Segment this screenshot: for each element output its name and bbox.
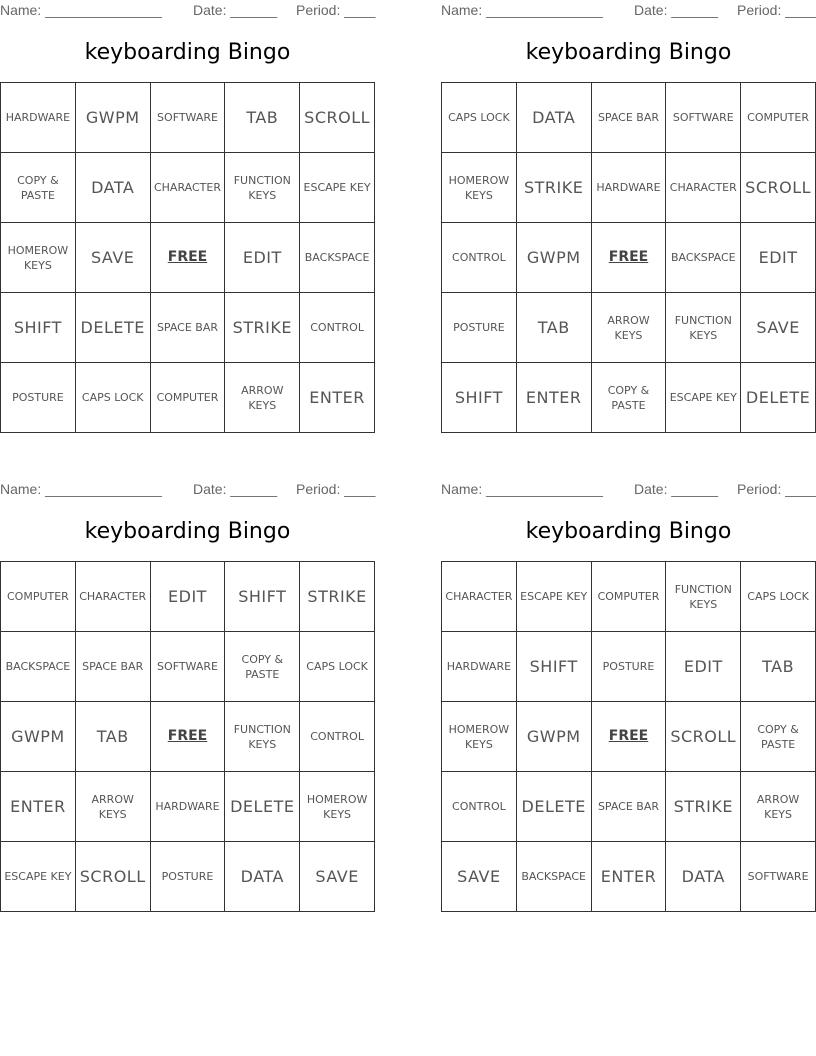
card-title: keyboarding Bingo bbox=[525, 519, 732, 544]
bingo-cell: ESCAPE KEY bbox=[300, 153, 375, 223]
bingo-cell: COMPUTER bbox=[1, 562, 76, 632]
bingo-cell: CONTROL bbox=[442, 223, 517, 293]
bingo-cell: COMPUTER bbox=[592, 562, 667, 632]
bingo-cell: DELETE bbox=[225, 772, 300, 842]
bingo-cell: STRIKE bbox=[517, 153, 592, 223]
bingo-cell: ENTER bbox=[592, 842, 667, 912]
name-line: Name: _______________ bbox=[0, 481, 162, 497]
bingo-cell: COMPUTER bbox=[741, 83, 816, 153]
bingo-cell: CONTROL bbox=[300, 293, 375, 363]
free-space: FREE bbox=[592, 702, 667, 772]
bingo-cell: CHARACTER bbox=[666, 153, 741, 223]
free-space: FREE bbox=[592, 223, 667, 293]
bingo-cell: HARDWARE bbox=[151, 772, 226, 842]
date-line: Date: ______ bbox=[193, 481, 278, 497]
bingo-cell: ESCAPE KEY bbox=[666, 363, 741, 433]
bingo-grid bbox=[0, 82, 375, 433]
bingo-cell: CAPS LOCK bbox=[741, 562, 816, 632]
bingo-card-4 bbox=[441, 479, 816, 911]
bingo-cell: BACKSPACE bbox=[517, 842, 592, 912]
bingo-cell: EDIT bbox=[741, 223, 816, 293]
bingo-cell: SOFTWARE bbox=[151, 632, 226, 702]
bingo-cell: POSTURE bbox=[442, 293, 517, 363]
bingo-cell: STRIKE bbox=[225, 293, 300, 363]
bingo-cell: SAVE bbox=[300, 842, 375, 912]
bingo-cell: DELETE bbox=[76, 293, 151, 363]
bingo-cell: TAB bbox=[741, 632, 816, 702]
bingo-cell: SCROLL bbox=[300, 83, 375, 153]
card-header bbox=[0, 481, 375, 499]
bingo-cell: SHIFT bbox=[442, 363, 517, 433]
bingo-cell: CONTROL bbox=[442, 772, 517, 842]
date-line: Date: ______ bbox=[193, 2, 278, 18]
period-line: Period: ____ bbox=[737, 481, 816, 497]
bingo-cell: FUNCTION KEYS bbox=[225, 702, 300, 772]
bingo-cell: CAPS LOCK bbox=[442, 83, 517, 153]
bingo-grid bbox=[441, 82, 816, 433]
bingo-cell: TAB bbox=[76, 702, 151, 772]
bingo-cell: SPACE BAR bbox=[592, 83, 667, 153]
card-header bbox=[441, 2, 816, 20]
bingo-cell: ENTER bbox=[1, 772, 76, 842]
bingo-cell: SHIFT bbox=[225, 562, 300, 632]
bingo-cell: EDIT bbox=[666, 632, 741, 702]
bingo-cell: DATA bbox=[517, 83, 592, 153]
bingo-cell: SCROLL bbox=[76, 842, 151, 912]
bingo-cell: SAVE bbox=[442, 842, 517, 912]
bingo-cell: HOMEROW KEYS bbox=[1, 223, 76, 293]
card-header bbox=[441, 481, 816, 499]
bingo-cell: SOFTWARE bbox=[151, 83, 226, 153]
bingo-cell: ESCAPE KEY bbox=[1, 842, 76, 912]
bingo-card-2 bbox=[441, 0, 816, 432]
bingo-cell: TAB bbox=[225, 83, 300, 153]
bingo-cell: CHARACTER bbox=[442, 562, 517, 632]
name-line: Name: _______________ bbox=[441, 2, 603, 18]
period-line: Period: ____ bbox=[296, 2, 376, 18]
bingo-cell: SPACE BAR bbox=[151, 293, 226, 363]
bingo-cell: ARROW KEYS bbox=[225, 363, 300, 433]
bingo-cell: CAPS LOCK bbox=[300, 632, 375, 702]
bingo-cell: SAVE bbox=[76, 223, 151, 293]
bingo-cell: CAPS LOCK bbox=[76, 363, 151, 433]
bingo-cell: BACKSPACE bbox=[300, 223, 375, 293]
bingo-cell: TAB bbox=[517, 293, 592, 363]
bingo-cell: DATA bbox=[225, 842, 300, 912]
bingo-cell: FUNCTION KEYS bbox=[666, 293, 741, 363]
bingo-cell: HOMEROW KEYS bbox=[300, 772, 375, 842]
bingo-cell: DELETE bbox=[517, 772, 592, 842]
bingo-cell: EDIT bbox=[151, 562, 226, 632]
bingo-grid bbox=[0, 561, 375, 912]
card-header bbox=[0, 2, 375, 20]
bingo-cell: GWPM bbox=[517, 223, 592, 293]
bingo-cell: SHIFT bbox=[517, 632, 592, 702]
bingo-cell: POSTURE bbox=[151, 842, 226, 912]
bingo-cell: SHIFT bbox=[1, 293, 76, 363]
free-space: FREE bbox=[151, 702, 226, 772]
bingo-cell: SCROLL bbox=[741, 153, 816, 223]
bingo-cell: ARROW KEYS bbox=[592, 293, 667, 363]
bingo-cell: HARDWARE bbox=[592, 153, 667, 223]
period-line: Period: ____ bbox=[737, 2, 816, 18]
bingo-cell: HOMEROW KEYS bbox=[442, 702, 517, 772]
bingo-cell: ESCAPE KEY bbox=[517, 562, 592, 632]
bingo-cell: ARROW KEYS bbox=[76, 772, 151, 842]
bingo-cell: CONTROL bbox=[300, 702, 375, 772]
bingo-cell: FUNCTION KEYS bbox=[225, 153, 300, 223]
name-line: Name: _______________ bbox=[0, 2, 162, 18]
bingo-cell: SOFTWARE bbox=[741, 842, 816, 912]
bingo-cell: SCROLL bbox=[666, 702, 741, 772]
bingo-cell: DATA bbox=[666, 842, 741, 912]
bingo-cell: POSTURE bbox=[592, 632, 667, 702]
card-title: keyboarding Bingo bbox=[525, 40, 732, 65]
bingo-cell: BACKSPACE bbox=[1, 632, 76, 702]
bingo-cell: DATA bbox=[76, 153, 151, 223]
bingo-cell: STRIKE bbox=[300, 562, 375, 632]
bingo-grid bbox=[441, 561, 816, 912]
bingo-card-1 bbox=[0, 0, 375, 432]
bingo-cell: COPY & PASTE bbox=[225, 632, 300, 702]
name-line: Name: _______________ bbox=[441, 481, 603, 497]
bingo-cell: BACKSPACE bbox=[666, 223, 741, 293]
card-title: keyboarding Bingo bbox=[84, 519, 291, 544]
bingo-cell: CHARACTER bbox=[76, 562, 151, 632]
bingo-cell: ENTER bbox=[517, 363, 592, 433]
bingo-cell: HARDWARE bbox=[1, 83, 76, 153]
bingo-cell: SPACE BAR bbox=[76, 632, 151, 702]
bingo-cell: FUNCTION KEYS bbox=[666, 562, 741, 632]
card-title: keyboarding Bingo bbox=[84, 40, 291, 65]
bingo-cell: HOMEROW KEYS bbox=[442, 153, 517, 223]
bingo-cell: COPY & PASTE bbox=[741, 702, 816, 772]
bingo-cell: DELETE bbox=[741, 363, 816, 433]
bingo-cell: ARROW KEYS bbox=[741, 772, 816, 842]
bingo-cell: SOFTWARE bbox=[666, 83, 741, 153]
bingo-cell: POSTURE bbox=[1, 363, 76, 433]
bingo-cell: ENTER bbox=[300, 363, 375, 433]
bingo-card-3 bbox=[0, 479, 375, 911]
bingo-cell: COMPUTER bbox=[151, 363, 226, 433]
bingo-cell: GWPM bbox=[1, 702, 76, 772]
bingo-cell: CHARACTER bbox=[151, 153, 226, 223]
bingo-cell: COPY & PASTE bbox=[592, 363, 667, 433]
bingo-cell: HARDWARE bbox=[442, 632, 517, 702]
bingo-cell: SPACE BAR bbox=[592, 772, 667, 842]
date-line: Date: ______ bbox=[634, 481, 719, 497]
bingo-cell: GWPM bbox=[76, 83, 151, 153]
free-space: FREE bbox=[151, 223, 226, 293]
bingo-cell: SAVE bbox=[741, 293, 816, 363]
period-line: Period: ____ bbox=[296, 481, 376, 497]
bingo-cell: GWPM bbox=[517, 702, 592, 772]
date-line: Date: ______ bbox=[634, 2, 719, 18]
bingo-cell: EDIT bbox=[225, 223, 300, 293]
bingo-cell: COPY & PASTE bbox=[1, 153, 76, 223]
bingo-cell: STRIKE bbox=[666, 772, 741, 842]
